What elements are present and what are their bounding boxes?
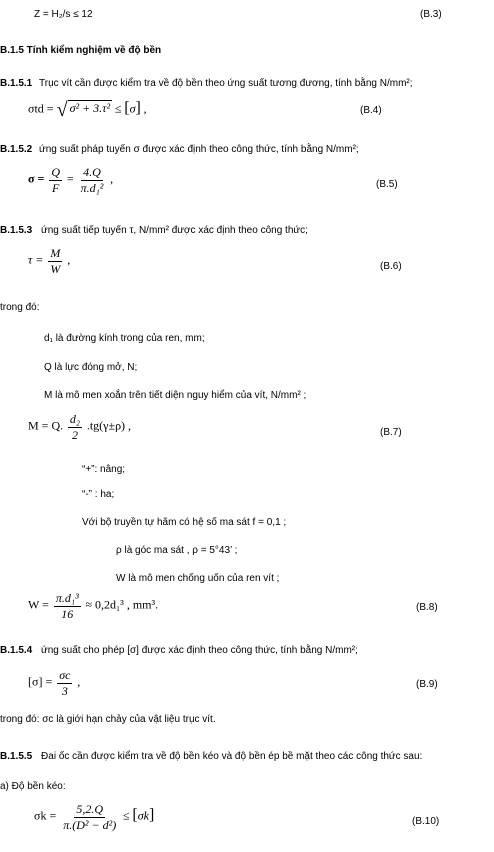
formula-b6-frac <box>48 247 62 275</box>
formula-b10-frac <box>61 803 118 831</box>
formula-b6-num: M <box>50 246 61 260</box>
paragraph-b154 <box>0 646 358 656</box>
clause-number-b153: B.1.5.3 <box>0 225 33 236</box>
self-locking-note: Với bộ truyền tự hãm có hệ số ma sát f = 0,1 ; <box>82 517 287 528</box>
formula-b4-relation: ≤ <box>114 101 122 116</box>
clause-text-b152: ứng suất pháp tuyến σ được xác định theo công thức, tính bằng N/mm²; <box>39 144 359 155</box>
definition-q: Q là lực đóng mở, N; <box>44 362 138 373</box>
clause-text-b153: ứng suất tiếp tuyến τ, N/mm² được xác định theo công thức; <box>41 225 308 236</box>
clause-number-b155: B.1.5.5 <box>0 751 33 762</box>
formula-b10-sigma: σk <box>137 808 149 823</box>
formula-b9-lhs: [σ] = <box>28 674 56 689</box>
eq-number-b4: (B.4) <box>360 105 382 116</box>
formula-b5 <box>28 166 113 194</box>
eq-number-b9: (B.9) <box>416 679 438 690</box>
formula-b5-equals: = <box>66 171 77 186</box>
clause-text-b155: Đai ốc cần được kiểm tra về độ bền kéo và độ bền ép bề mặt theo các công thức sau: <box>41 751 423 762</box>
definition-d1: d₁ là đường kính trong của ren, mm; <box>44 333 205 344</box>
formula-b6-den: W <box>50 261 61 276</box>
section-heading-b15: B.1.5 Tính kiểm nghiệm về độ bền <box>0 45 162 56</box>
formula-b4-sqrt <box>57 100 113 120</box>
formula-b9-tail: , <box>77 674 81 689</box>
clause-text-b151: Trục vít cần được kiểm tra về độ bền theo ứng suất tương đương, tính bằng N/mm²; <box>39 78 413 89</box>
formula-b8-tail: ≈ 0,2d₁³ , mm³. <box>85 597 159 612</box>
paragraph-b153 <box>0 226 308 236</box>
clause-number-b151: B.1.5.1 <box>0 78 33 89</box>
formula-b8-den: 16 <box>61 606 74 621</box>
formula-b10 <box>34 803 154 831</box>
formula-b5-den2: π.d₁² <box>80 180 104 195</box>
eq-number-b8: (B.8) <box>416 602 438 613</box>
formula-b9 <box>28 669 80 697</box>
formula-b7-num: d₂ <box>69 412 81 426</box>
formula-b6 <box>28 247 70 275</box>
clause-number-b152: B.1.5.2 <box>0 144 33 155</box>
formula-b5-lhs: σ = <box>28 171 48 186</box>
formula-b10-relation: ≤ <box>123 808 130 823</box>
formula-b8-frac <box>54 592 81 620</box>
formula-b7-lhs: M = Q. <box>28 418 64 433</box>
eq-number-b3: (B.3) <box>420 9 442 20</box>
formula-b7-tail: .tg(γ±ρ) , <box>86 418 132 433</box>
formula-b5-frac1 <box>49 166 62 194</box>
z-formula: Z = H₂/s ≤ 12 <box>34 9 93 20</box>
where-label: trong đó: <box>0 302 40 313</box>
tensile-strength-label: a) Độ bền kéo: <box>0 781 66 792</box>
bracket-left-icon: [ <box>132 806 138 824</box>
definition-rho: ρ là góc ma sát , ρ = 5°43’ ; <box>116 545 238 556</box>
formula-b6-tail: , <box>67 252 71 267</box>
eq-number-b5: (B.5) <box>376 179 398 190</box>
formula-b6-lhs: τ = <box>28 252 47 267</box>
where-yield-note: trong đó: σc là giới hạn chảy của vật liệu trục vít. <box>0 714 216 725</box>
formula-b5-tail: , <box>110 171 114 186</box>
formula-b5-den1: F <box>52 180 60 195</box>
paragraph-b152 <box>0 145 359 155</box>
bracket-left-icon: [ <box>124 99 130 117</box>
eq-number-b7: (B.7) <box>380 427 402 438</box>
formula-b9-den: 3 <box>61 683 68 698</box>
formula-b8-lhs: W = <box>28 597 52 612</box>
eq-number-b10: (B.10) <box>412 816 440 827</box>
sign-plus-note: “+”: nâng; <box>82 464 126 475</box>
formula-b7-den: 2 <box>71 427 78 442</box>
bracket-right-icon: ] <box>135 99 141 117</box>
paragraph-b151 <box>0 79 413 89</box>
definition-m: M là mô men xoắn trên tiết diện nguy hiểm của vít, N/mm² ; <box>44 390 307 401</box>
formula-b4-tail: , <box>143 101 147 116</box>
clause-number-b154: B.1.5.4 <box>0 645 33 656</box>
formula-b10-num: 5,2.Q <box>76 802 104 816</box>
formula-b5-frac2 <box>79 166 106 194</box>
formula-b4 <box>28 100 147 120</box>
formula-b4-lhs: σtd = <box>28 101 57 116</box>
formula-b10-lhs: σk = <box>34 808 60 823</box>
formula-b4-sigma: σ <box>129 101 136 116</box>
sqrt-sign-icon: √ <box>56 99 68 121</box>
eq-number-b6: (B.6) <box>380 261 402 272</box>
formula-b7-frac <box>68 413 82 441</box>
bracket-right-icon: ] <box>148 806 155 824</box>
formula-b10-den: π.(D² − d²) <box>63 817 117 832</box>
formula-b9-num: σc <box>59 668 71 682</box>
clause-text-b154: ứng suất cho phép [σ] được xác định theo công thức, tính bằng N/mm²; <box>41 645 358 656</box>
formula-b8 <box>28 592 158 620</box>
definition-w: W là mô men chống uốn của ren vít ; <box>116 573 280 584</box>
formula-b5-num1: Q <box>51 165 61 179</box>
paragraph-b155 <box>0 752 422 762</box>
sign-minus-note: “-” : ha; <box>82 489 115 500</box>
formula-b7 <box>28 413 131 441</box>
formula-b9-frac <box>57 669 72 697</box>
formula-b8-num: π.d₁³ <box>55 591 79 605</box>
formula-b5-num2: 4.Q <box>83 165 101 179</box>
formula-b4-radicand: σ² + 3.τ² <box>68 100 113 120</box>
